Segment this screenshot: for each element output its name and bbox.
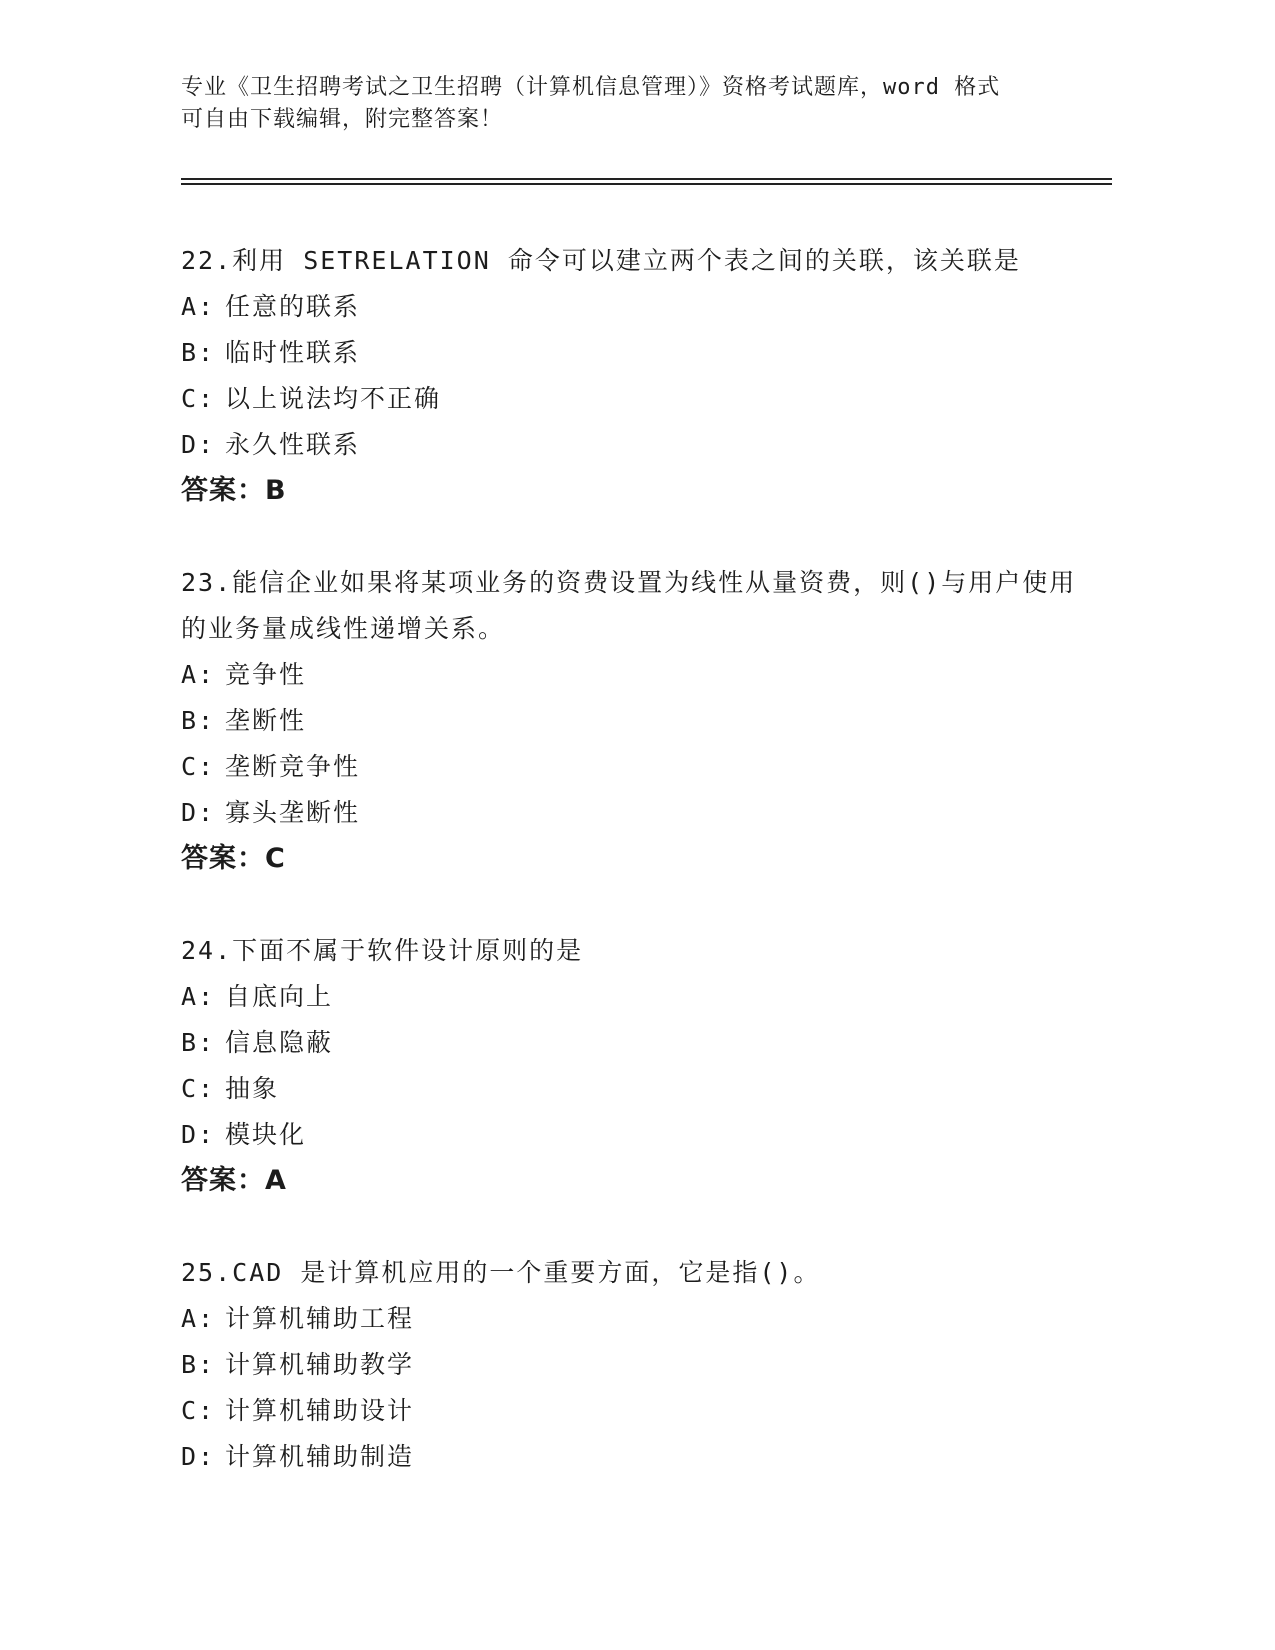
- option-d: [181, 790, 1081, 836]
- option-text: 寡头垄断性: [225, 798, 361, 827]
- option-text: 垄断性: [225, 706, 307, 735]
- question-25: [181, 1250, 1081, 1480]
- question-list: [181, 238, 1081, 1526]
- option-text: 信息隐蔽: [225, 1028, 334, 1057]
- option-d: [181, 422, 1081, 468]
- option-text: 计算机辅助工程: [225, 1304, 415, 1333]
- option-text: 永久性联系: [225, 430, 361, 459]
- option-text: 竞争性: [225, 660, 307, 689]
- option-a: [181, 284, 1081, 330]
- option-letter: A:: [181, 660, 216, 689]
- option-c: [181, 1066, 1081, 1112]
- option-d: [181, 1434, 1081, 1480]
- option-letter: A:: [181, 292, 216, 321]
- option-text: 以上说法均不正确: [225, 384, 442, 413]
- option-a: [181, 974, 1081, 1020]
- answer-label: 答案：A: [181, 1165, 287, 1196]
- option-text: 计算机辅助设计: [225, 1396, 415, 1425]
- option-letter: C:: [181, 1396, 216, 1425]
- option-letter: B:: [181, 1028, 216, 1057]
- option-letter: B:: [181, 338, 216, 367]
- option-letter: D:: [181, 798, 216, 827]
- answer-label: 答案：C: [181, 843, 286, 874]
- option-d: [181, 1112, 1081, 1158]
- option-c: [181, 1388, 1081, 1434]
- question-stem: 22.利用 SETRELATION 命令可以建立两个表之间的关联，该关联是: [181, 246, 1021, 275]
- option-c: [181, 744, 1081, 790]
- header-line-2: 可自由下载编辑，附完整答案！: [181, 107, 504, 132]
- option-text: 模块化: [225, 1120, 307, 1149]
- option-text: 临时性联系: [225, 338, 361, 367]
- option-letter: C:: [181, 752, 216, 781]
- option-letter: D:: [181, 430, 216, 459]
- option-letter: D:: [181, 1442, 216, 1471]
- option-letter: A:: [181, 1304, 216, 1333]
- option-text: 计算机辅助教学: [225, 1350, 415, 1379]
- option-letter: D:: [181, 1120, 216, 1149]
- header-line-1: 专业《卫生招聘考试之卫生招聘（计算机信息管理）》资格考试题库，word 格式: [181, 75, 1001, 100]
- option-b: [181, 330, 1081, 376]
- option-letter: B:: [181, 1350, 216, 1379]
- option-letter: A:: [181, 982, 216, 1011]
- option-b: [181, 698, 1081, 744]
- option-text: 抽象: [225, 1074, 280, 1103]
- option-letter: C:: [181, 1074, 216, 1103]
- option-text: 计算机辅助制造: [225, 1442, 415, 1471]
- header-divider-bottom: [181, 183, 1112, 185]
- header-divider-top: [181, 178, 1112, 180]
- option-text: 任意的联系: [225, 292, 361, 321]
- option-a: [181, 652, 1081, 698]
- option-text: 自底向上: [225, 982, 334, 1011]
- answer-label: 答案：B: [181, 475, 287, 506]
- option-c: [181, 376, 1081, 422]
- option-b: [181, 1020, 1081, 1066]
- option-a: [181, 1296, 1081, 1342]
- question-stem: 23.能信企业如果将某项业务的资费设置为线性从量资费，则()与用户使用的业务量成线性递增关系。: [181, 568, 1077, 643]
- question-23: [181, 560, 1081, 882]
- option-text: 垄断竞争性: [225, 752, 361, 781]
- question-24: [181, 928, 1081, 1204]
- question-stem: 25.CAD 是计算机应用的一个重要方面，它是指()。: [181, 1258, 821, 1287]
- option-letter: B:: [181, 706, 216, 735]
- question-stem: 24.下面不属于软件设计原则的是: [181, 936, 584, 965]
- option-b: [181, 1342, 1081, 1388]
- document-header: [181, 72, 1061, 136]
- question-22: [181, 238, 1081, 514]
- option-letter: C:: [181, 384, 216, 413]
